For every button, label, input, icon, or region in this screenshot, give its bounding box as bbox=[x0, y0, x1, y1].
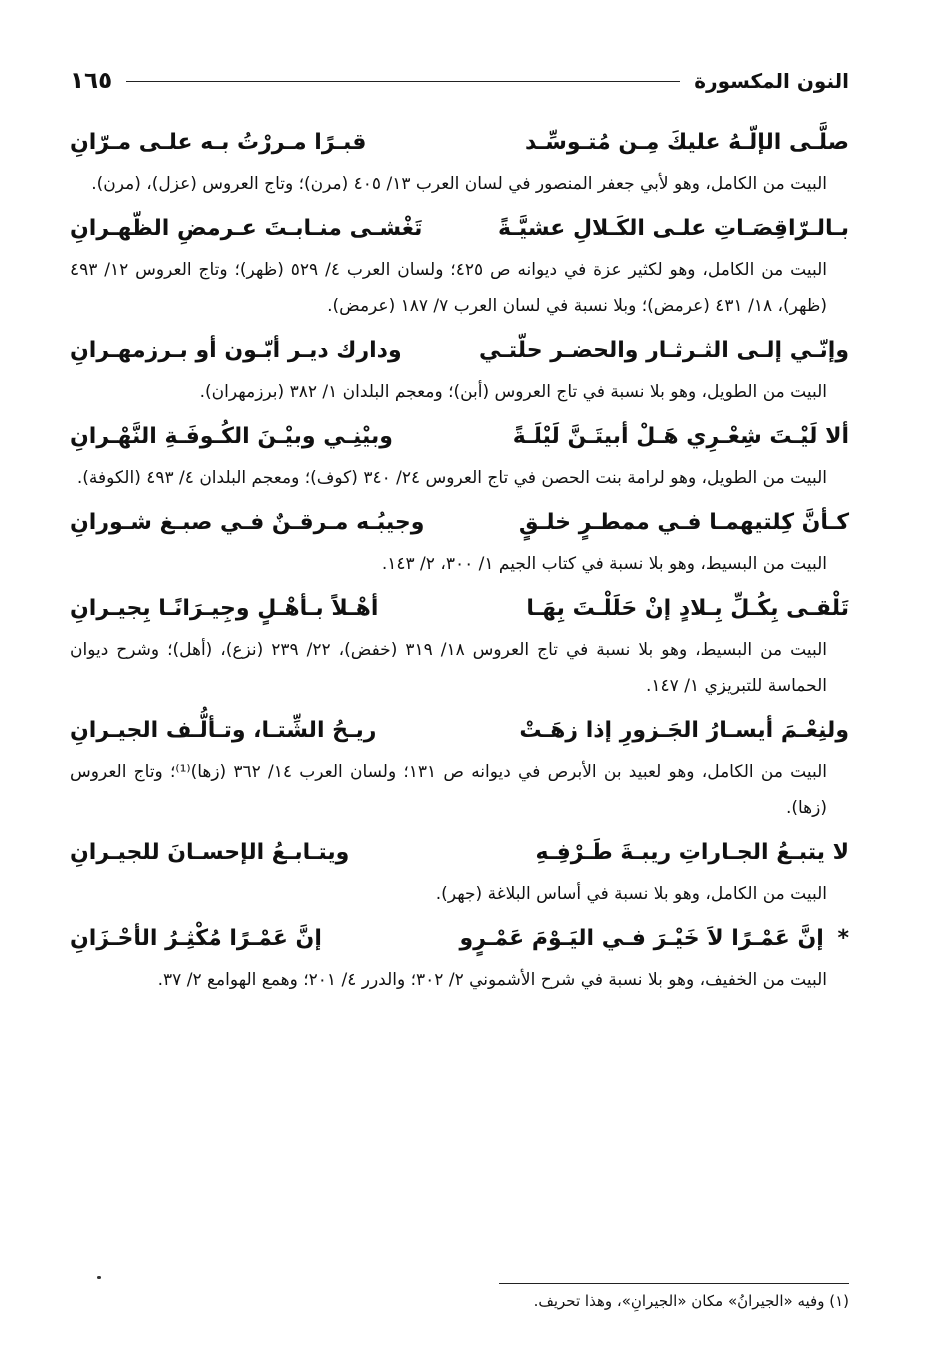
verse-note: البيت من الكامل، وهو لعبيد بن الأبرص في ديوانه ص ١٣١؛ ولسان العرب ١٤/ ٣٦٢ (زها)⁽¹⁾؛ وتاج العروس (زها). bbox=[70, 762, 827, 818]
verse-line bbox=[70, 500, 849, 546]
verse-entry bbox=[70, 500, 849, 582]
verse-note: البيت من الطويل، وهو لرامة بنت الحصن في تاج العروس ٢٤/ ٣٤٠ (كوف)؛ ومعجم البلدان ٤/ ٤٩٣ (الكوفة). bbox=[76, 468, 827, 488]
verse-note: البيت من الخفيف، وهو بلا نسبة في شرح الأشموني ٢/ ٣٠٢؛ والدرر ٤/ ٢٠١؛ وهمع الهوامع ٢/ ٣٧. bbox=[157, 970, 827, 990]
hemistich-right: ولنِعْـمَ أيسـارُ الجَـزورِ إذا زهَـتْ bbox=[519, 718, 849, 743]
chapter-title: النون المكسورة bbox=[694, 69, 849, 93]
hemistich-right: بـالـرّاقِصَـاتِ علـى الكَـلالِ عشيَّـةً bbox=[498, 216, 849, 241]
page-body bbox=[70, 120, 849, 1002]
hemistich-right-group bbox=[460, 916, 849, 962]
verse-line bbox=[70, 830, 849, 876]
verse-entry bbox=[70, 708, 849, 826]
hemistich-left: ويتـابـعُ الإحسـانَ للجيـرانِ bbox=[70, 840, 350, 865]
verse-entry bbox=[70, 414, 849, 496]
hemistich-left: إنَّ عَمْـرًا مُكْثِـرُ الأحْـزَانِ bbox=[70, 926, 322, 951]
hemistich-left: ودارك ديـر أبّـون أو بـرزمهـرانِ bbox=[70, 338, 402, 363]
footnote: (١) وفيه «الجيرانُ» مكان «الجيرانِ»، وهذا تحريف. bbox=[533, 1292, 849, 1310]
verse-entry bbox=[70, 328, 849, 410]
hemistich-right: إنَّ عَمْـرًا لاَ خَيْـرَ فـي اليَـوْمَ عَمْـرٍو bbox=[459, 926, 824, 951]
hemistich-left: تَغْشـى منـابـتَ عـرمضِ الظّهـرانِ bbox=[70, 216, 423, 241]
verse-line bbox=[70, 586, 849, 632]
verse-line bbox=[70, 328, 849, 374]
hemistich-right: لا يتبـعُ الجـاراتِ ريبـةَ طَـرْفِـهِ bbox=[535, 840, 849, 865]
hemistich-right: تَلْقـى بِكُـلِّ بِـلادٍ إنْ حَلَلْـتَ بِهَـا bbox=[526, 596, 849, 621]
hemistich-left: أهْـلاً بـأهْـلٍ وجِيـرَانًـا بِجيـرانِ bbox=[70, 596, 379, 621]
verse-line bbox=[70, 708, 849, 754]
print-speck bbox=[97, 1276, 101, 1279]
verse-note: البيت من الكامل، وهو لأبي جعفر المنصور في لسان العرب ١٣/ ٤٠٥ (مرن)؛ وتاج العروس (عزل)، (مرن). bbox=[91, 174, 827, 194]
verse-note: البيت من البسيط، وهو بلا نسبة في كتاب الجيم ١/ ٣٠٠، ٢/ ١٤٣. bbox=[381, 554, 827, 574]
hemistich-right: ألا لَيْـتَ شِعْـرِي هَـلْ أبيتَـنَّ لَيْلَـةً bbox=[512, 424, 849, 449]
running-header bbox=[70, 62, 849, 100]
star-marker: * bbox=[837, 926, 849, 951]
verse-entry bbox=[70, 206, 849, 324]
hemistich-right: كـأنَّ كِلتيهمـا فـي ممطـرٍ خلـقٍ bbox=[518, 510, 849, 535]
verse-note: البيت من الطويل، وهو بلا نسبة في تاج العروس (أبن)؛ ومعجم البلدان ١/ ٣٨٢ (برزمهران). bbox=[199, 382, 827, 402]
verse-line bbox=[70, 206, 849, 252]
verse-entry bbox=[70, 120, 849, 202]
verse-line bbox=[70, 414, 849, 460]
hemistich-left: قبـرًا مـررْتُ بـه علـى مـرّانِ bbox=[70, 130, 367, 155]
verse-note: البيت من الكامل، وهو لكثير عزة في ديوانه ص ٤٢٥؛ ولسان العرب ٤/ ٥٢٩ (ظهر)؛ وتاج العروس ١٢/ ٤٩٣ (ظهر)، ١٨/ ٤٣١ (عرمض)؛ وبلا نسبة في لسان العرب ٧/ ١٨٧ (عرمض). bbox=[70, 260, 827, 316]
verse-note: البيت من الكامل، وهو بلا نسبة في أساس البلاغة (جهر). bbox=[435, 884, 827, 904]
verse-line bbox=[70, 120, 849, 166]
verse-entry bbox=[70, 830, 849, 912]
verse-note: البيت من البسيط، وهو بلا نسبة في تاج العروس ١٨/ ٣١٩ (خفض)، ٢٢/ ٢٣٩ (نزع)، (أهل)؛ وشرح ديوان الحماسة للتبريزي ١/ ١٤٧. bbox=[70, 640, 827, 696]
hemistich-left: وبيْنِـي وبيْـنَ الكُـوفَـةِ النَّهْـرانِ bbox=[70, 424, 393, 449]
verse-entry bbox=[70, 586, 849, 704]
hemistich-left: ريـحُ الشِّتـا، وتـألُّـف الجيـرانِ bbox=[70, 718, 377, 743]
hemistich-right: وإنّـي إلـى الثـرثـار والحضـر حلّتـي bbox=[479, 338, 849, 363]
verse-entry bbox=[70, 916, 849, 998]
page-number: ١٦٥ bbox=[70, 68, 113, 94]
hemistich-right: صلَّـى الإلّـهُ عليكَ مِـن مُتـوسِّـد bbox=[524, 130, 849, 155]
hemistich-left: وجيبُـه مـرقـنٌ فـي صبـغ شـورانِ bbox=[70, 510, 425, 535]
header-rule bbox=[126, 81, 680, 82]
verse-line bbox=[70, 916, 849, 962]
footnote-rule bbox=[499, 1283, 849, 1284]
